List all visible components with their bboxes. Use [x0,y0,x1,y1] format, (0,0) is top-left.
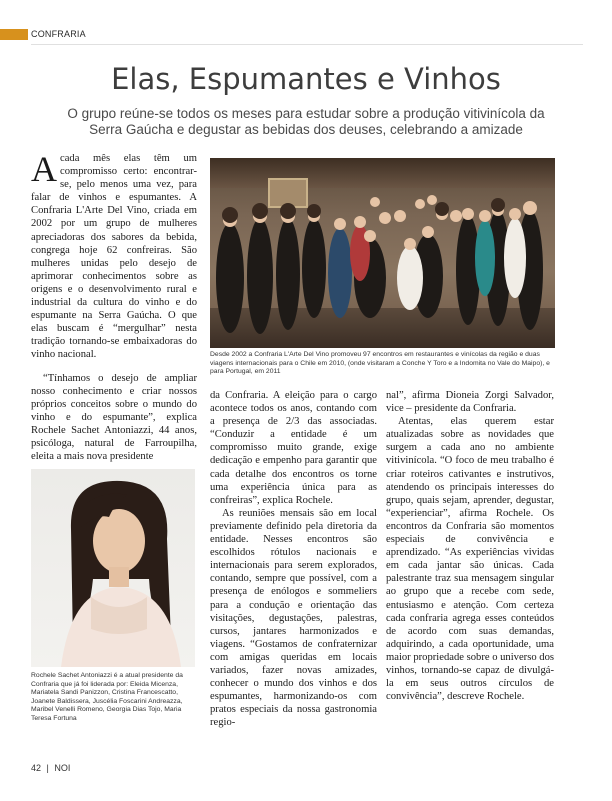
article-column-1 [31,149,197,463]
paragraph-6: Atentas, elas querem estar atualizadas sobre as novidades que surgem a cada ano no ambiente vitivinícola. “O foco de meu trabalho é criar roteiros cativantes e instrutivos, atendendo os principais interesses do grupo, quais sejam, aprender, degustar, “experienciar”, afirma Rochele. Os encontros da Confraria são momentos especiais de convivência e aprendizado. “As experiências vividas em cada jantar são únicas. Cada palestrante traz sua mensagem singular ao grupo que a recebe com sede, entusiasmo e atenção. Com certeza cada confraria agrega esses conteúdos de acordo com suas demandas, adquirindo, a cada oportunidade, uma maior propriedade sobre o universo dos vinhos, tornando-se capaz de divulgá-la em seus outros círculos de convivência”, descreve Rochele. [386,416,554,703]
footer-separator: | [46,763,49,773]
article-subtitle: O grupo reúne-se todos os meses para estudar sobre a produção vitivinícola da Serra Gaúcha e degustar as bebidas dos deuses, celebrando a amizade [67,106,545,137]
article-column-3 [386,389,554,703]
paragraph-5: nal”, afirma Dioneia Zorgi Salvador, vice – presidente da Confraria. [386,390,554,415]
group-people-illustration [210,158,555,348]
page-number: 42 [31,763,42,773]
paragraph-3: da Confraria. A eleição para o cargo acontece todos os anos, contando com a presença de 2/3 das associadas. “Conduzir a entidade é um compromisso muito grande, exige dedicação e empenho para garantir que cada detalhe dos encontros os torne uma experiência única para as confreiras”, explica Rochele. [210,390,377,506]
page-footer [31,763,70,773]
article-column-2 [210,389,377,729]
portrait-illustration [31,469,195,667]
portrait-caption: Rochele Sachet Antoniazzi é a atual presidente da Confraria que já foi liderada por: Eleida Micenza, Mariatela Sandi Panizzon, Cristina Francescatto, Joanete Baldissera, Juscélia Foscarini Andreazza, Maribel Venelli Romeno, Georgia Dias Tojo, Maria Teresa Fortuna [31,672,183,722]
paragraph-1 [31,149,197,362]
article-title: Elas, Espumantes e Vinhos [111,62,501,96]
magazine-name: NOI [54,763,71,773]
paragraph-4: As reuniões mensais são em local previamente definido pela diretoria da entidade. Nesses encontros são escolhidos rótulos nacionais e internacionais para serem explorados, contando, sempre que possível, com a presença de enólogos e sommeliers para a condução e orientação das visitações, degustações, palestras, cursos, jantares harmonizados e viagens. “Gostamos de confraternizar com amigas queridas em locais variados, fazer novas amizades, conhecer o mundo dos vinhos e dos espumantes, harmonizando-os com pratos especiais da nossa gastronomia regio- [210,507,377,729]
portrait-photo [31,469,195,667]
drop-cap: A [31,149,57,189]
group-photo-caption: Desde 2002 a Confraria L'Arte Del Vino promoveu 97 encontros em restaurantes e vinícolas da região e duas viagens internacionais para o Chile em 2010, (onde visitaram a Conche Y Toro e a Indomita no Vale do Maipo), e para Portugal, em 2011 [210,351,550,376]
group-photo [210,158,555,348]
section-color-bar [0,29,28,40]
paragraph-1-text: cada mês elas têm um compromisso certo: encontrar-se, pelo menos uma vez, para falar de vinhos e espumantes. A Confraria L'Arte Del Vino, criada em 2002 por um grupo de mulheres apreciadoras dos sabores da bebida, congrega hoje 62 confreiras. São mulheres unidas pelo desejo de aprimorar conhecimentos sobre as origens e o desenvolvimento rural e industrial da cultura do vinho e do espumante na Serra Gaúcha. O que elas buscam é “mergulhar” nesta tradição tornando-se embaixadoras do vinho nacional. [31,153,197,361]
section-label: CONFRARIA [31,29,86,39]
paragraph-2: “Tínhamos o desejo de ampliar nosso conhecimento e criar nossos próprios conceitos sobre o mundo do vinho e do espumante”, explica Rochele Sachet Antoniazzi, 44 anos, psicóloga, natural de Farroupilha, eleita a mais nova presidente [31,372,197,463]
header-rule [31,44,583,45]
